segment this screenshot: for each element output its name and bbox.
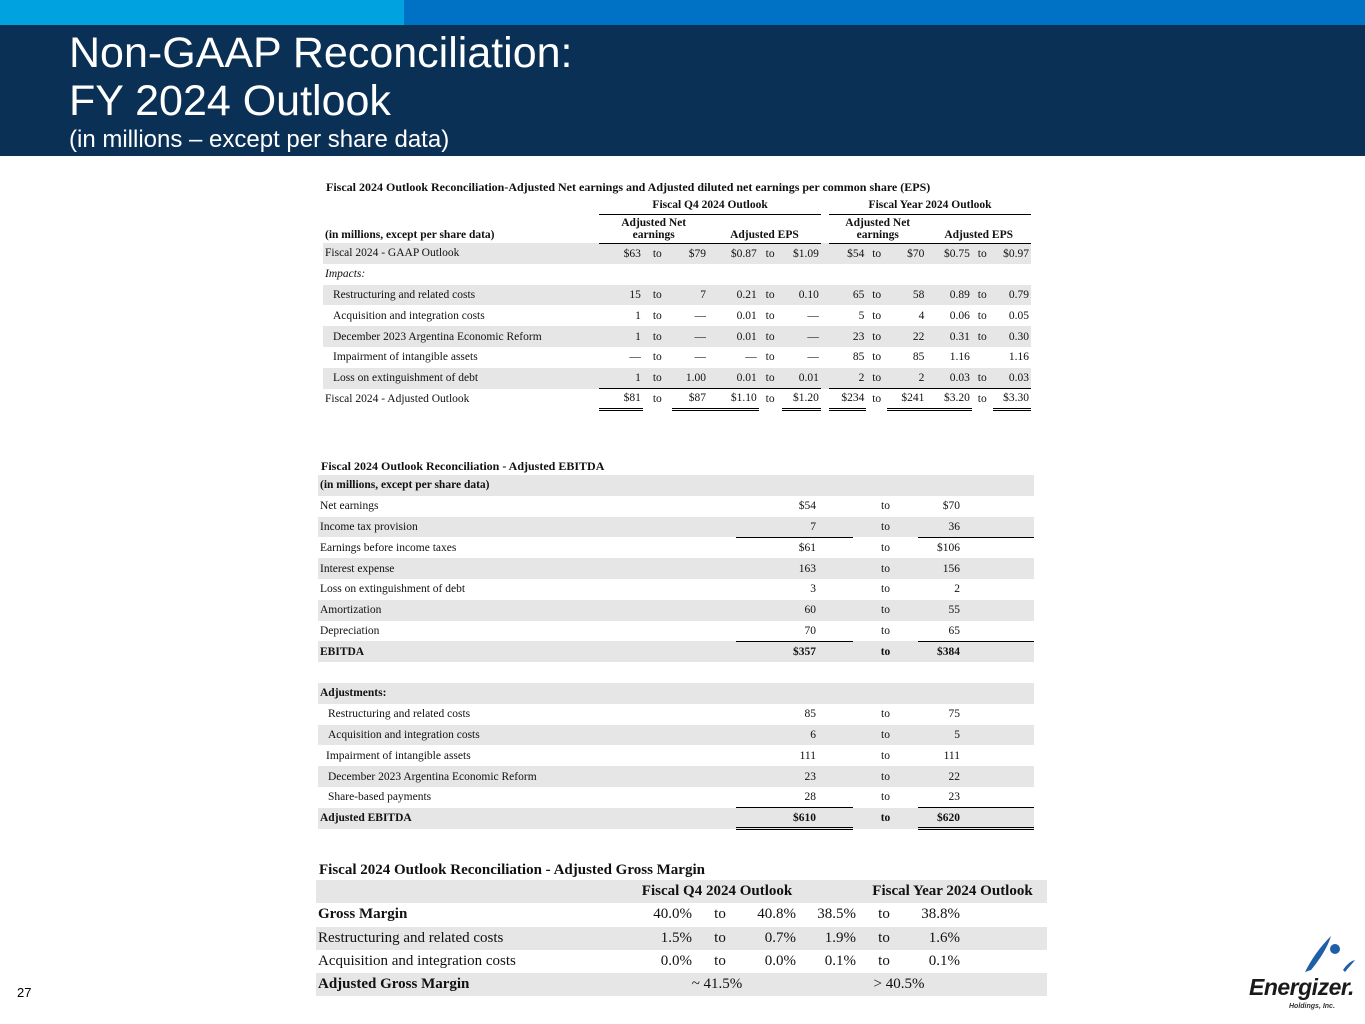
eps-reconciliation-section [323, 181, 1033, 411]
table-row [318, 683, 1034, 704]
gm-table [316, 880, 1047, 996]
top-accent-bar-dark [404, 0, 1365, 25]
table-row: Restructuring and related costs 1.5% to 0.7% 1.9% to 1.6% [316, 927, 1047, 950]
eps-col-q4-adj-eps: Adjusted EPS [708, 214, 821, 243]
table-row: Loss on extinguishment of debt 1 to 1.00 0.01 to 0.01 2 to 2 0.03 to 0.03 [323, 368, 1031, 389]
eps-col-label: (in millions, except per share data) [325, 229, 495, 241]
table-row: Acquisition and integration costs 6 to 5 [318, 725, 1034, 746]
table-row: Adjusted Gross Margin ~ 41.5% > 40.5% [316, 973, 1047, 996]
adjustments-label: Adjustments: [318, 683, 1034, 704]
table-row: Fiscal 2024 - GAAP Outlook $63 to $79 $0.87 to $1.09 $54 to $70 $0.75 to $0.97 [323, 243, 1031, 264]
slide-subtitle: (in millions – except per share data) [69, 126, 450, 153]
top-accent-bar-light [0, 0, 404, 25]
title-line-2: FY 2024 Outlook [69, 77, 391, 125]
logo-wordmark: Energizer. [1249, 974, 1354, 1000]
gross-margin-reconciliation-section [316, 860, 1047, 996]
title-line-1: Non-GAAP Reconciliation: [69, 29, 573, 77]
logo-subtext: Holdings, Inc. [1289, 1003, 1335, 1010]
table-row: Gross Margin 40.0% to 40.8% 38.5% to 38.8% [318, 906, 960, 923]
eps-group-header-row [323, 196, 1031, 214]
energizer-logo [1245, 930, 1360, 1015]
table-row: Net earnings $54 to $70 [320, 500, 960, 513]
table-row: EBITDA $357 to $384 [318, 641, 1034, 662]
table-row [323, 264, 1031, 285]
table-row: Impairment of intangible assets — to — — to — 85 to 85 1.16 1.16 [333, 351, 1029, 364]
table-row: Share-based payments 28 to 23 [318, 787, 1034, 808]
ebitda-reconciliation-section [318, 460, 1034, 830]
eps-col-fy-adj-net: Adjusted Net earnings [829, 214, 926, 243]
energizer-logo-icon [1295, 932, 1355, 978]
table-row: Acquisition and integration costs 1 to — 0.01 to — 5 to 4 0.06 to 0.05 [333, 309, 1029, 322]
ebitda-col-label: (in millions, except per share data) [318, 475, 1034, 496]
slide-title [69, 29, 573, 125]
eps-column-header-row [323, 214, 1031, 243]
table-row: Earnings before income taxes $61 to $106 [320, 541, 960, 555]
table-row: Amortization 60 to 55 [318, 600, 1034, 621]
table-row: Acquisition and integration costs 0.0% to 0.0% 0.1% to 0.1% [318, 953, 960, 970]
eps-table [323, 196, 1031, 411]
table-row: Adjusted EBITDA $610 to $620 [318, 808, 1034, 829]
eps-col-q4-adj-net: Adjusted Net earnings [599, 214, 708, 243]
table-row: Restructuring and related costs 15 to 7 0.21 to 0.10 65 to 58 0.89 to 0.79 [323, 285, 1031, 306]
ebitda-table-title: Fiscal 2024 Outlook Reconciliation - Adjusted EBITDA [321, 459, 605, 473]
table-row: December 2023 Argentina Economic Reform 23 to 22 [318, 766, 1034, 787]
spacer-row [318, 662, 1034, 683]
eps-col-fy-adj-eps: Adjusted EPS [926, 214, 1031, 243]
gm-table-title: Fiscal 2024 Outlook Reconciliation - Adjusted Gross Margin [319, 862, 705, 878]
gm-group-q4: Fiscal Q4 2024 Outlook [636, 880, 798, 903]
table-row: Income tax provision 7 to 36 [318, 517, 1034, 538]
eps-group-fy: Fiscal Year 2024 Outlook [829, 196, 1031, 214]
table-row: Restructuring and related costs 85 to 75 [328, 708, 960, 721]
table-row: Depreciation 70 to 65 [318, 621, 1034, 642]
slide-header [0, 25, 1365, 156]
gm-group-header-row [316, 880, 1047, 903]
gm-group-fy: Fiscal Year 2024 Outlook [858, 880, 1047, 903]
table-row: Impairment of intangible assets 111 to 111 [326, 749, 960, 762]
table-row: Loss on extinguishment of debt 3 to 2 [320, 583, 960, 596]
table-row: Interest expense 163 to 156 [318, 558, 1034, 579]
eps-group-q4: Fiscal Q4 2024 Outlook [599, 196, 820, 214]
table-row: Fiscal 2024 - Adjusted Outlook $81 to $87 $1.10 to $1.20 $234 to $241 $3.20 to $3.30 [323, 389, 1031, 410]
table-row: December 2023 Argentina Economic Reform 1 to — 0.01 to — 23 to 22 0.31 to 0.30 [323, 326, 1031, 347]
impacts-label: Impacts: [325, 268, 366, 281]
eps-table-title: Fiscal 2024 Outlook Reconciliation-Adjusted Net earnings and Adjusted diluted net earnings per common share (EPS) [326, 180, 931, 194]
page-number: 27 [17, 985, 32, 1000]
table-row [318, 475, 1034, 496]
ebitda-table [318, 475, 1034, 830]
